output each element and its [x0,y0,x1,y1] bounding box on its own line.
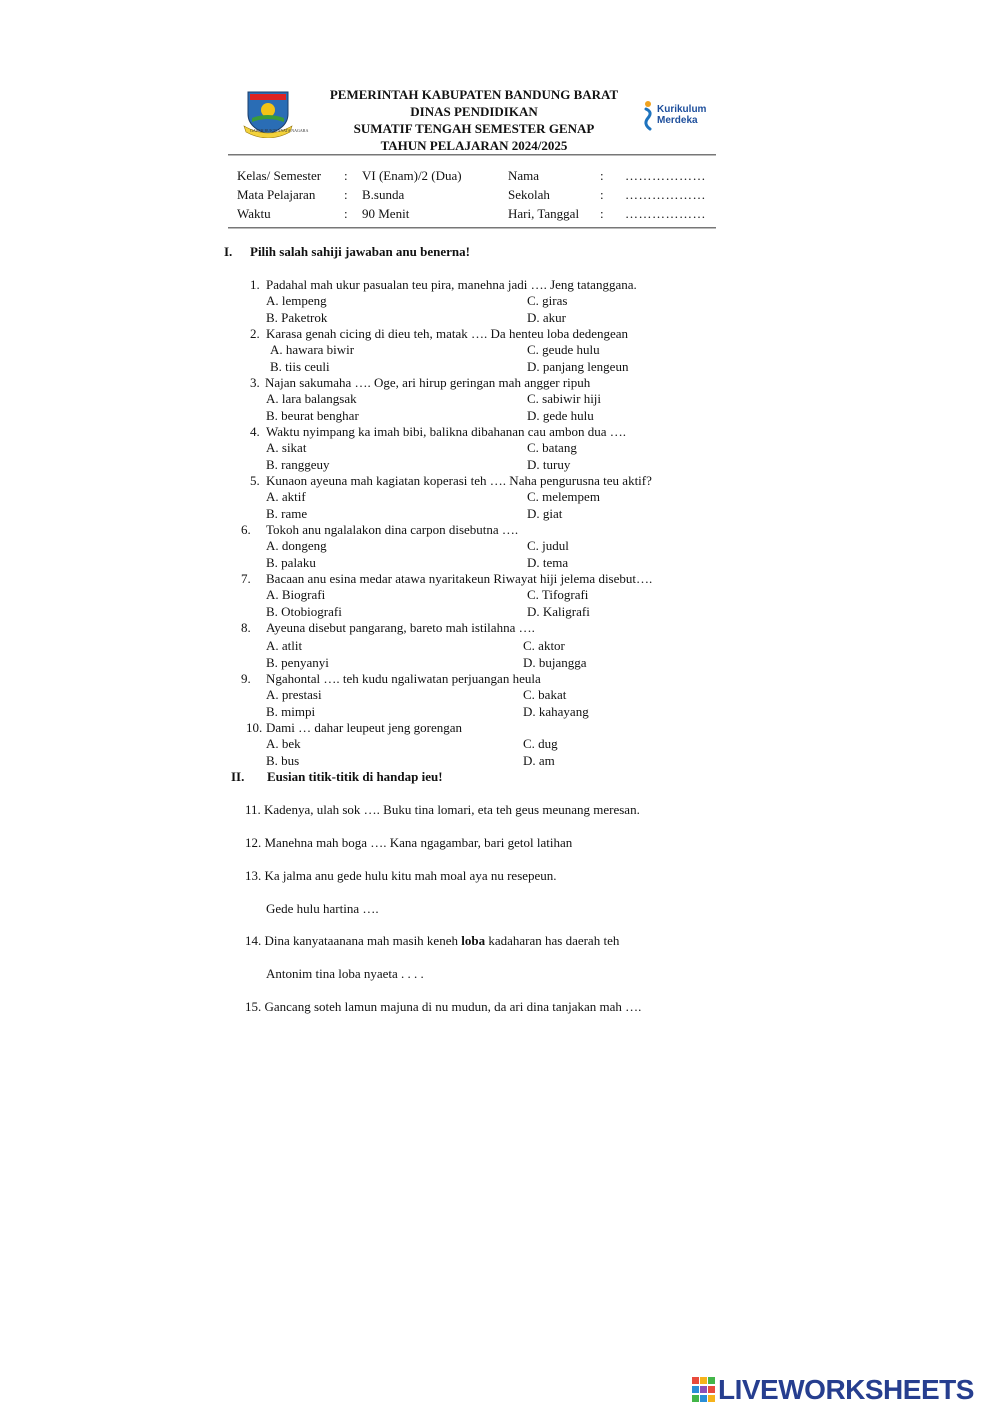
essay-question-13[interactable]: 13. Ka jalma anu gede hulu kitu mah moal aya nu resepeun. [245,868,557,883]
option-d[interactable]: D. am [523,753,555,768]
option-d[interactable]: D. kahayang [523,704,589,719]
question-number: 4. [250,424,260,439]
essay-question-12[interactable]: 12. Manehna mah boga …. Kana ngagambar, bari getol latihan [245,835,573,850]
option-d[interactable]: D. akur [527,310,566,325]
question-number: 1. [250,277,260,292]
name-field[interactable]: ……………… [625,168,706,183]
document-header [300,86,648,154]
option-c[interactable]: C. sabiwir hiji [527,391,602,406]
question-number: 8. [241,620,251,635]
liveworksheets-logo[interactable] [692,1374,992,1406]
info-label-school: Sekolah [508,187,550,202]
option-b[interactable]: B. Paketrok [266,310,328,325]
info-label-subject: Mata Pelajaran [237,187,316,202]
q14-bold-word: loba [461,933,486,948]
header-line-department: DINAS PENDIDIKAN [410,104,538,119]
question-number: 6. [241,522,251,537]
info-value-subject: B.sunda [362,187,405,202]
info-value-class: VI (Enam)/2 (Dua) [362,168,462,183]
question-number: 10. [246,720,263,735]
question-text: Tokoh anu ngalalakon dina carpon disebutna …. [266,522,519,537]
info-divider [228,227,716,229]
option-a[interactable]: A. bek [266,736,301,751]
q14-text-start: 14. Dina kanyataanana mah masih keneh [245,933,462,948]
question-text: Waktu nyimpang ka imah bibi, balikna dibahanan cau ambon dua …. [266,424,626,439]
logo-text-merdeka: Merdeka [657,115,698,126]
liveworksheets-icon [692,1377,716,1403]
question-text: Bacaan anu esina medar atawa nyaritakeun Riwayat hiji jelema disebut…. [266,571,653,586]
kurikulum-merdeka-icon [640,100,656,132]
option-d[interactable]: D. turuy [527,457,571,472]
question-number: 5. [250,473,260,488]
info-label-date: Hari, Tanggal [508,206,580,221]
header-line-year: TAHUN PELAJARAN 2024/2025 [380,138,568,153]
option-d[interactable]: D. gede hulu [527,408,594,423]
option-d[interactable]: D. Kaligrafi [527,604,590,619]
section-1-number: I. [224,244,233,259]
option-a[interactable]: A. Biografi [266,587,326,602]
option-c[interactable]: C. batang [527,440,577,455]
info-separator: : [344,187,348,202]
option-d[interactable]: D. panjang lengeun [527,359,629,374]
info-separator: : [344,206,348,221]
option-c[interactable]: C. aktor [523,638,565,653]
info-separator: : [600,168,604,183]
option-a[interactable]: A. aktif [266,489,306,504]
option-d[interactable]: D. giat [527,506,563,521]
question-text: Ngahontal …. teh kudu ngaliwatan perjuangan heula [266,671,541,686]
option-a[interactable]: A. prestasi [266,687,322,702]
option-b[interactable]: B. ranggeuy [266,457,330,472]
info-separator: : [600,206,604,221]
option-a[interactable]: A. atlit [266,638,303,653]
option-c[interactable]: C. Tifografi [527,587,589,602]
q14-text-end: kadaharan has daerah teh [485,933,620,948]
option-c[interactable]: C. dug [523,736,558,751]
section-2-number: II. [231,769,245,784]
emblem-caption: GAWIH BUKTI NYATA NAGARA [250,128,309,133]
liveworksheets-wordmark: LIVEWORKSHEETS [718,1374,974,1405]
essay-question-13-prompt[interactable]: Gede hulu hartina …. [266,901,379,916]
option-c[interactable]: C. bakat [523,687,567,702]
option-a[interactable]: A. lempeng [266,293,327,308]
essay-question-11[interactable]: 11. Kadenya, ulah sok …. Buku tina lomari, eta teh geus meunang meresan. [245,802,640,817]
option-b[interactable]: B. Otobiografi [266,604,342,619]
question-text: Kunaon ayeuna mah kagiatan koperasi teh …. Naha pengurusna teu aktif? [266,473,652,488]
info-label-time: Waktu [237,206,271,221]
question-number: 2. [250,326,260,341]
essay-question-14[interactable] [245,933,619,949]
option-d[interactable]: D. bujangga [523,655,587,670]
question-text: Karasa genah cicing di dieu teh, matak …. Da henteu loba dedengean [266,326,629,341]
section-1-title: Pilih salah sahiji jawaban anu benerna! [250,244,470,259]
info-label-class: Kelas/ Semester [237,168,322,183]
date-field[interactable]: ……………… [625,206,706,221]
option-a[interactable]: A. lara balangsak [266,391,357,406]
header-divider [228,154,716,156]
option-b[interactable]: B. rame [266,506,308,521]
section-2-title: Eusian titik-titik di handap ieu! [267,769,443,784]
school-field[interactable]: ……………… [625,187,706,202]
option-c[interactable]: C. melempem [527,489,600,504]
header-line-exam: SUMATIF TENGAH SEMESTER GENAP [353,121,595,136]
info-label-name: Nama [508,168,540,183]
option-b[interactable]: B. palaku [266,555,316,570]
option-b[interactable]: B. bus [266,753,300,768]
kurikulum-merdeka-logo [640,100,710,134]
essay-question-15[interactable]: 15. Gancang soteh lamun majuna di nu mudun, da ari dina tanjakan mah …. [245,999,642,1014]
header-line-government: PEMERINTAH KABUPATEN BANDUNG BARAT [329,87,619,102]
question-text: Najan sakumaha …. Oge, ari hirup geringan mah angger ripuh [265,375,591,390]
option-d[interactable]: D. tema [527,555,569,570]
info-value-time: 90 Menit [362,206,410,221]
option-b[interactable]: B. tiis ceuli [270,359,330,374]
option-a[interactable]: A. hawara biwir [270,342,355,357]
info-separator: : [344,168,348,183]
question-text: Dami … dahar leupeut jeng gorengan [266,720,463,735]
option-c[interactable]: C. giras [527,293,568,308]
option-b[interactable]: B. mimpi [266,704,316,719]
option-a[interactable]: A. dongeng [266,538,327,553]
question-number: 7. [241,571,251,586]
option-c[interactable]: C. judul [527,538,569,553]
info-separator: : [600,187,604,202]
option-a[interactable]: A. sikat [266,440,307,455]
essay-question-14-prompt[interactable]: Antonim tina loba nyaeta . . . . [266,966,424,981]
question-number: 9. [241,671,251,686]
option-c[interactable]: C. geude hulu [527,342,600,357]
logo-text-kurikulum: Kurikulum [657,104,707,115]
question-number: 3. [250,375,260,390]
question-text: Ayeuna disebut pangarang, bareto mah istilahna …. [266,620,535,635]
option-b[interactable]: B. beurat benghar [266,408,359,423]
question-text: Padahal mah ukur pasualan teu pira, manehna jadi …. Jeng tatanggana. [266,277,637,292]
option-b[interactable]: B. penyanyi [266,655,329,670]
